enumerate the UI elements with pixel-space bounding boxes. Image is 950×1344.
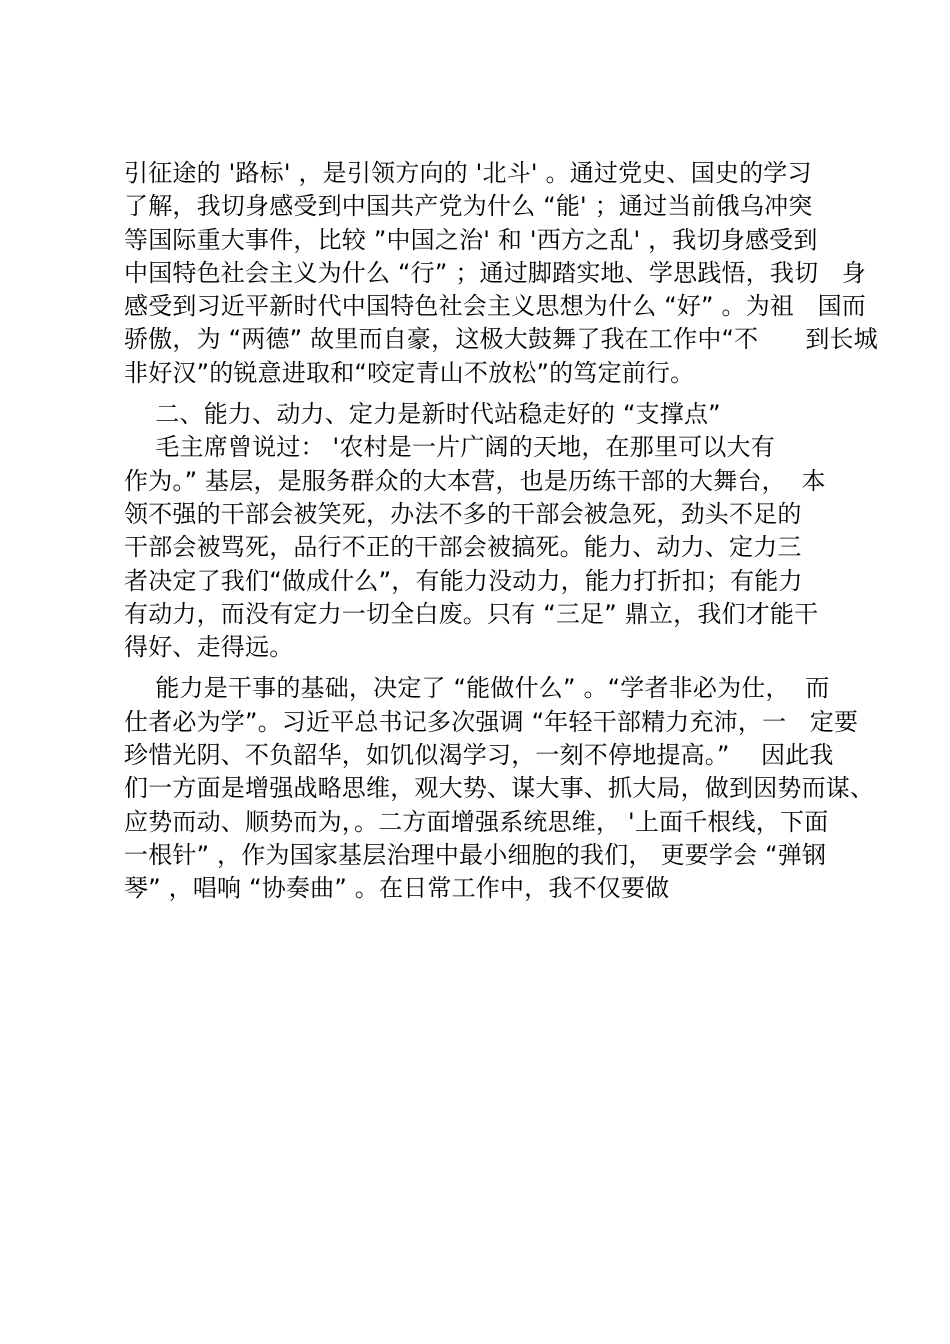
section-heading — [124, 398, 844, 431]
text-line: 有动力，而没有定力一切全白废。只有 “三足” 鼎立，我们才能干 — [124, 599, 819, 628]
text-line: 引征途的 '路标' ，是引领方向的 '北斗' 。通过党史、国史的学习 — [124, 159, 812, 187]
text-line: 者决定了我们“做成什么”，有能力没动力，能力打折扣；有能力 — [124, 566, 803, 595]
text-line: 得好、走得远。 — [124, 633, 294, 662]
text-line: 应势而动、顺势而为，。二方面增强系统思维， '上面千根线，下面 — [124, 807, 829, 836]
text-line: 骄傲，为 “两德” 故里而自豪，这极大鼓舞了我在工作中“不 到长城 — [124, 325, 878, 354]
text-line: 干部会被骂死，品行不正的干部会被搞死。能力、动力、定力三 — [124, 533, 802, 562]
paragraph-1 — [124, 157, 878, 390]
text-line: 能力是干事的基础，决定了 “能做什么” 。“学者非必为仕， 而 — [124, 674, 830, 703]
text-line: 非好汉”的锐意进取和“咬定青山不放松”的笃定前行。 — [124, 358, 695, 387]
text-line: 们一方面是增强战略思维，观大势、谋大事、抓大局，做到因势而谋、 — [124, 774, 875, 803]
text-line: 琴” ，唱响 “协奏曲” 。在日常工作中，我不仅要做 — [124, 874, 670, 903]
text-line: 等国际重大事件，比较 ”中国之治' 和 '西方之乱' ，我切身感受到 — [124, 225, 818, 254]
text-line: 仕者必为学”。习近平总书记多次强调 “年轻干部精力充沛，一 定要 — [124, 707, 859, 736]
text-line: 感受到习近平新时代中国特色社会主义思想为什么 “好” 。为祖 国而 — [124, 292, 867, 321]
heading-line: 二、能力、动力、定力是新时代站稳走好的 “支撑点” — [124, 400, 721, 429]
text-line: 毛主席曾说过： '农村是一片广阔的天地，在那里可以大有 — [124, 433, 775, 462]
document-body — [124, 157, 878, 906]
paragraph-spacer — [124, 390, 844, 398]
text-line: 中国特色社会主义为什么 “行” ；通过脚踏实地、学思践悟，我切 身 — [124, 258, 867, 287]
paragraph-spacer — [124, 664, 844, 672]
paragraph-3 — [124, 672, 875, 905]
text-line: 一根针” ，作为国家基层治理中最小细胞的我们， 更要学会 “弹钢 — [124, 840, 827, 869]
text-line: 了解，我切身感受到中国共产党为什么 “能' ；通过当前俄乌冲突 — [124, 192, 813, 221]
text-line: 领不强的干部会被笑死，办法不多的干部会被急死，劲头不足的 — [124, 499, 802, 528]
text-line: 珍惜光阴、不负韶华，如饥似渴学习，一刻不停地提高。” 因此我 — [124, 741, 834, 770]
text-line: 作为。” 基层，是服务群众的大本营，也是历练干部的大舞台， 本 — [124, 466, 826, 495]
paragraph-2 — [124, 431, 844, 664]
